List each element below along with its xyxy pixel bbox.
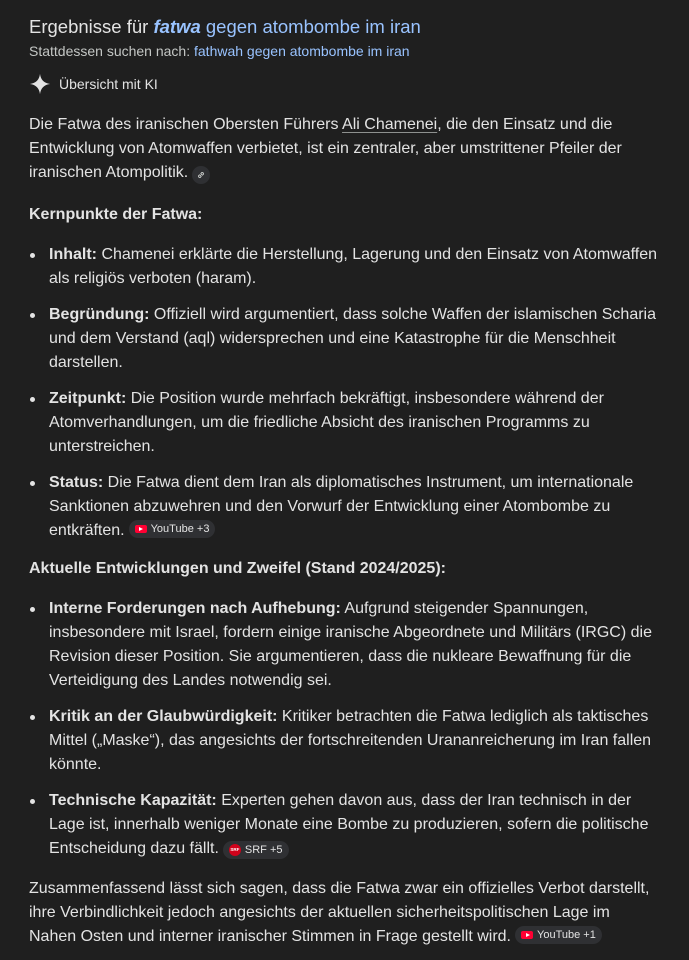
section-title-kernpunkte: Kernpunkte der Fatwa: [29,206,203,223]
item-text: Die Position wurde mehrfach bekräftigt, insbesondere während der Atomverhandlungen, um die friedliche Absicht des iranischen Programms zu unterstreichen. [49,390,604,455]
list-item [29,243,659,291]
source-chip-label: YouTube +3 [150,523,210,535]
source-chip-youtube[interactable] [515,926,602,944]
srf-logo-icon: SRF [229,844,241,856]
section-title-entwicklungen: Aktuelle Entwicklungen und Zweifel (Stand 2024/2025): [29,560,446,577]
list-item [29,789,659,861]
item-label: Technische Kapazität: [49,792,217,809]
youtube-icon [521,931,533,939]
item-text: Die Fatwa dient dem Iran als diplomatisches Instrument, um internationale Sanktionen abzuwehren und den Vorwurf der Entwicklung einer Atombombe zu entkräften. [49,474,634,539]
item-text: Aufgrund steigender Spannungen, insbesondere mit Israel, fordern einige iranische Abgeordnete und Militärs (IRGC) die Revision dieser Position. Sie argumentieren, dass die nukleare Bewaffnung für die Verteidigung des Landes notwendig sei. [49,600,652,689]
list-item [29,471,659,543]
sparkle-icon [29,73,51,95]
query-term-link[interactable]: fatwa [153,16,201,37]
summary-text: Zusammenfassend lässt sich sagen, dass die Fatwa zwar ein offizielles Verbot darstellt, ihre Verbindlichkeit jedoch angesichts der aktuellen sicherheitspolitischen Lage im Nahen Osten und interner iranischer Stimmen in Frage gestellt wird. [29,880,650,945]
source-link-button[interactable] [192,166,210,184]
results-heading [29,16,421,38]
link-icon [196,170,206,180]
item-label: Zeitpunkt: [49,390,127,407]
source-chip-label: YouTube +1 [537,929,596,941]
intro-paragraph [29,113,659,185]
item-text: Kritiker betrachten die Fatwa lediglich als taktisches Mittel („Maske“), das angesichts der fortschreitenden Urananreicherung im Iran fallen könnte. [49,708,652,773]
entwicklungen-list [29,597,659,861]
source-chip-srf[interactable] [223,841,289,859]
item-label: Inhalt: [49,246,97,263]
item-text: Chamenei erklärte die Herstellung, Lagerung und den Einsatz von Atomwaffen als religiös verboten (haram). [49,246,658,287]
search-instead-prefix: Stattdessen suchen nach: [29,43,191,59]
search-instead-link[interactable]: fathwah gegen atombombe im iran [194,43,410,59]
ai-overview-content [29,113,659,949]
intro-text-after: , die den Einsatz und die Entwicklung von Atomwaffen verbietet, ist ein zentraler, aber umstrittener Pfeiler der iranischen Atompolitik. [29,116,622,181]
item-label: Kritik an der Glaubwürdigkeit: [49,708,278,725]
item-label: Interne Forderungen nach Aufhebung: [49,600,341,617]
results-prefix: Ergebnisse für [29,16,149,37]
entity-link-ali-chamenei[interactable]: Ali Chamenei [342,116,438,133]
list-item [29,303,659,375]
kernpunkte-list [29,243,659,543]
search-instead-line [29,43,410,59]
ai-overview-header [29,73,158,95]
list-item [29,387,659,459]
source-chip-label: SRF +5 [244,844,283,856]
list-item [29,597,659,693]
ai-overview-title: Übersicht mit KI [59,76,158,92]
intro-text-before: Die Fatwa des iranischen Obersten Führers [29,116,343,133]
list-item [29,705,659,777]
item-label: Begründung: [49,306,150,323]
item-text: Offiziell wird argumentiert, dass solche Waffen der islamischen Scharia und dem Verstand (aql) widersprechen und eine Katastrophe für die Menschheit darstellen. [49,306,657,371]
source-chip-youtube[interactable] [129,520,216,538]
item-text: Experten gehen davon aus, dass der Iran technisch in der Lage ist, innerhalb weniger Monate eine Bombe zu produzieren, sofern die politische Entscheidung dazu fällt. [49,792,649,857]
item-label: Status: [49,474,104,491]
query-rest-link[interactable]: gegen atombombe im iran [205,16,421,37]
summary-paragraph [29,877,659,949]
youtube-icon [135,525,147,533]
